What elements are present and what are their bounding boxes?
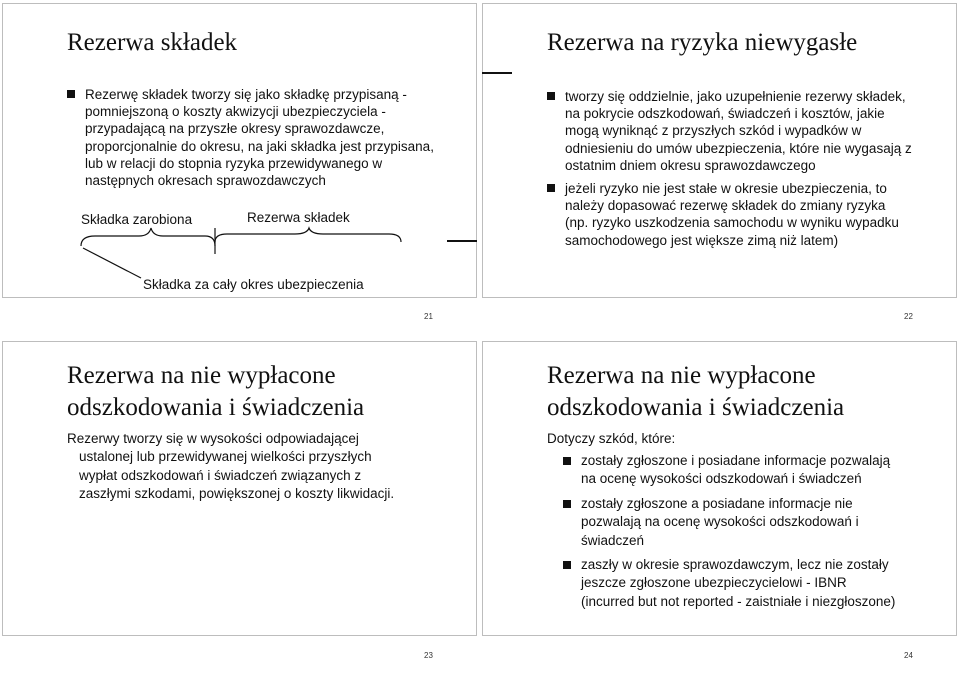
- square-bullet-icon: [563, 457, 571, 465]
- bullet-list: [563, 452, 903, 611]
- page-number: 23: [424, 651, 433, 660]
- slide-title: Rezerwa na nie wypłacone odszkodowania i świadczenia: [67, 362, 365, 421]
- label-premium-reserve: Rezerwa składek: [247, 210, 350, 225]
- list-item: tworzy się oddzielnie, jako uzupełnienie rezerwy składek, na pokrycie odszkodowań, świadczeń i kosztów, jakie mogą wyniknąć z przyszłych szkód i wypadków w odniesieniu do umów ubezpieczenia, które nie wygasają z ostatnim dniem okresu sprawozdawczego: [547, 88, 912, 174]
- margin-mark: [482, 72, 512, 74]
- reserve-description: Rezerwy tworzy się w wysokości odpowiadającej ustalonej lub przewidywanej wielkości przyszłych wypłat odszkodowań i świadczeń związanych z zaszłymi szkodami, powiększonej o koszty likwidacji.: [67, 431, 395, 502]
- bullet-list: [547, 88, 912, 249]
- square-bullet-icon: [563, 561, 571, 569]
- label-total-premium: Składka za cały okres ubezpieczenia: [143, 277, 364, 292]
- intro-text: Dotyczy szkód, które:: [547, 431, 676, 446]
- label-earned-premium: Składka zarobiona: [81, 212, 193, 227]
- square-bullet-icon: [563, 500, 571, 508]
- list-item: jeżeli ryzyko nie jest stałe w okresie ubezpieczenia, to należy dopasować rezerwę składek do zmiany ryzyka (np. ryzyko uszkodzenia samochodu w wyniku wypadku samochodowego jest większe zimą niż latem): [547, 180, 912, 249]
- slide-24: [482, 341, 957, 636]
- brace-earned: [81, 228, 215, 246]
- brace-reserve: [215, 228, 401, 242]
- slide-title: Rezerwa na nie wypłacone odszkodowania i świadczenia: [547, 362, 845, 421]
- page-number: 21: [424, 312, 433, 321]
- list-item: zaszły w okresie sprawozdawczym, lecz nie zostały jeszcze zgłoszone ubezpieczycielowi - IBNR (incurred but not reported - zaistniałe i niezgłoszone): [563, 556, 903, 611]
- square-bullet-icon: [547, 184, 555, 192]
- list-item: Rezerwę składek tworzy się jako składkę przypisaną - pomniejszoną o koszty akwizycji ubezpieczyciela - przypadającą na przyszłe okresy sprawozdawcze, proporcjonalnie do okresu, na jaki składka jest przypisana, lub w relacji do stopnia ryzyka przewidywanego w następnych okresach sprawozdawczych: [67, 86, 447, 189]
- pointer-line: [83, 248, 141, 278]
- page-number: 22: [904, 312, 913, 321]
- page-number: 24: [904, 651, 913, 660]
- slide-22: [482, 3, 957, 298]
- slide-23: [2, 341, 477, 636]
- margin-mark: [447, 240, 477, 242]
- slide-title: Rezerwa składek: [67, 29, 238, 56]
- square-bullet-icon: [547, 92, 555, 100]
- premium-split-diagram: [3, 4, 478, 299]
- list-item: zostały zgłoszone a posiadane informacje nie pozwalają na ocenę wysokości odszkodowań i świadczeń: [563, 495, 903, 550]
- slide-title: Rezerwa na ryzyka niewygasłe: [547, 29, 858, 56]
- slide-21: [2, 3, 477, 298]
- list-item: zostały zgłoszone i posiadane informacje pozwalają na ocenę wysokości odszkodowań i świadczeń: [563, 452, 903, 489]
